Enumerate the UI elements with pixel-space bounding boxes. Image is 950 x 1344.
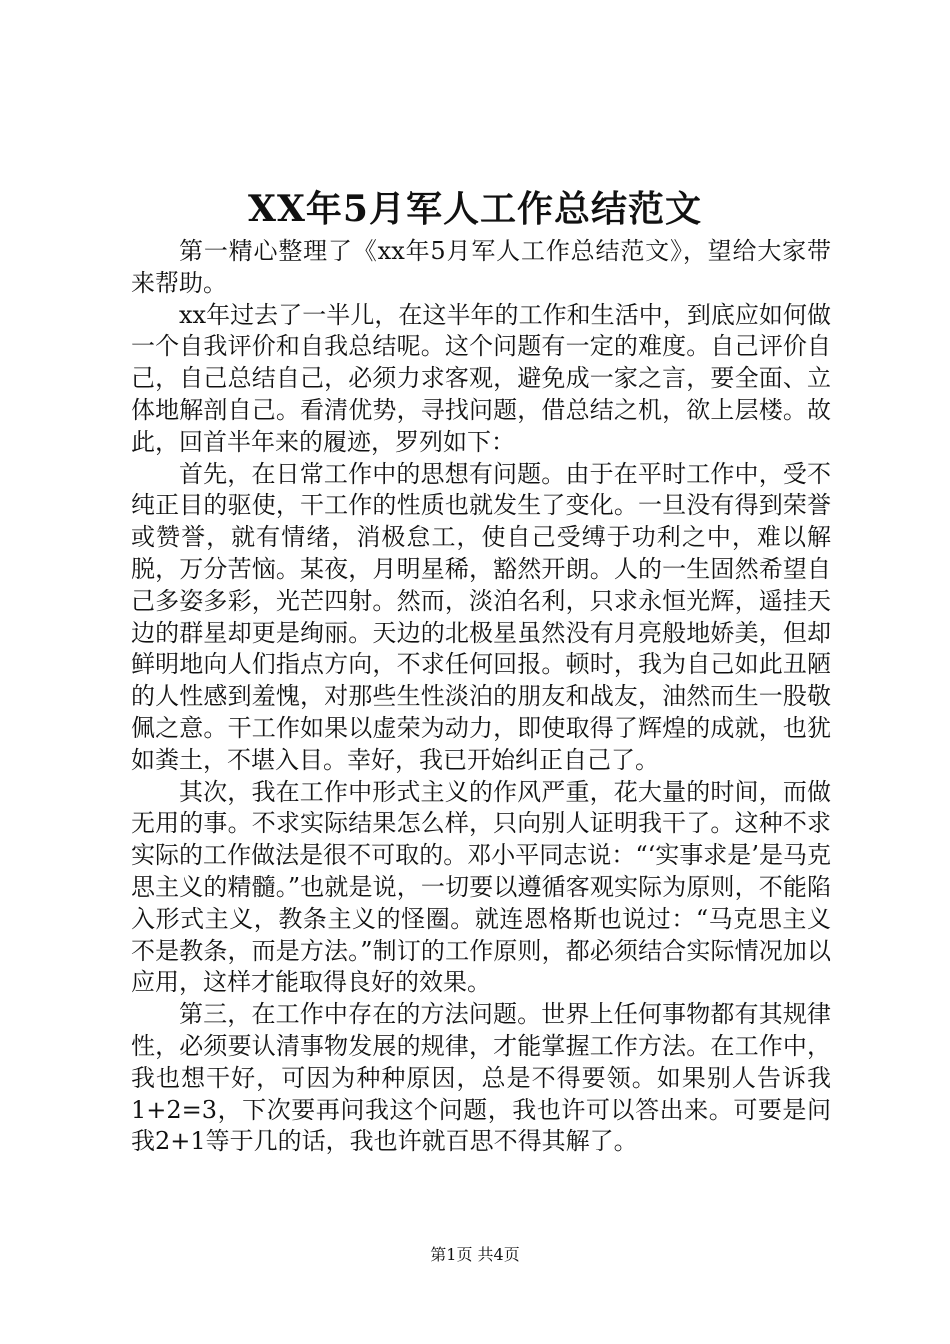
document-title: XX年5月军人工作总结范文	[248, 188, 702, 230]
paragraph-first-point: 首先，在日常工作中的思想有问题。由于在平时工作中，受不纯正目的驱使，干工作的性质也就发生了变化。一旦没有得到荣誉或赞誉，就有情绪，消极怠工，使自己受缚于功利之中，难以解脱，万分苦恼。某夜，月明星稀，豁然开朗。人的一生固然希望自己多姿多彩，光芒四射。然而，淡泊名利，只求永恒光辉，遥挂天边的群星却更是绚丽。天边的北极星虽然没有月亮般地娇美，但却鲜明地向人们指点方向，不求任何回报。顿时，我为自己如此丑陋的人性感到羞愧，对那些生性淡泊的朋友和战友，油然而生一股敬佩之意。干工作如果以虚荣为动力，即使取得了辉煌的成就，也犹如粪土，不堪入目。幸好，我已开始纠正自己了。	[131, 459, 831, 774]
paragraph-second-point: 其次，我在工作中形式主义的作风严重，花大量的时间，而做无用的事。不求实际结果怎么样，只向别人证明我干了。这种不求实际的工作做法是很不可取的。邓小平同志说：“‘实事求是’是马克思主义的精髓。”也就是说，一切要以遵循客观实际为原则，不能陷入形式主义，教条主义的怪圈。就连恩格斯也说过：“马克思主义不是教条，而是方法。”制订的工作原则，都必须结合实际情况加以应用，这样才能取得良好的效果。	[131, 777, 831, 997]
document-body	[131, 236, 831, 1158]
page-footer: 第1页 共4页	[430, 1245, 520, 1264]
paragraph-intro: 第一精心整理了《xx年5月军人工作总结范文》，望给大家带来帮助。	[131, 237, 831, 297]
paragraph-overview: xx年过去了一半儿，在这半年的工作和生活中，到底应如何做一个自我评价和自我总结呢。这个问题有一定的难度。自己评价自己，自己总结自己，必须力求客观，避免成一家之言，要全面、立体地解剖自己。看清优势，寻找问题，借总结之机，欲上层楼。故此，回首半年来的履迹，罗列如下：	[131, 300, 831, 456]
paragraph-third-point: 第三，在工作中存在的方法问题。世界上任何事物都有其规律性，必须要认清事物发展的规律，才能掌握工作方法。在工作中，我也想干好，可因为种种原因，总是不得要领。如果别人告诉我1+2=3，下次要再问我这个问题，我也许可以答出来。可要是问我2+1等于几的话，我也许就百思不得其解了。	[131, 1000, 831, 1156]
